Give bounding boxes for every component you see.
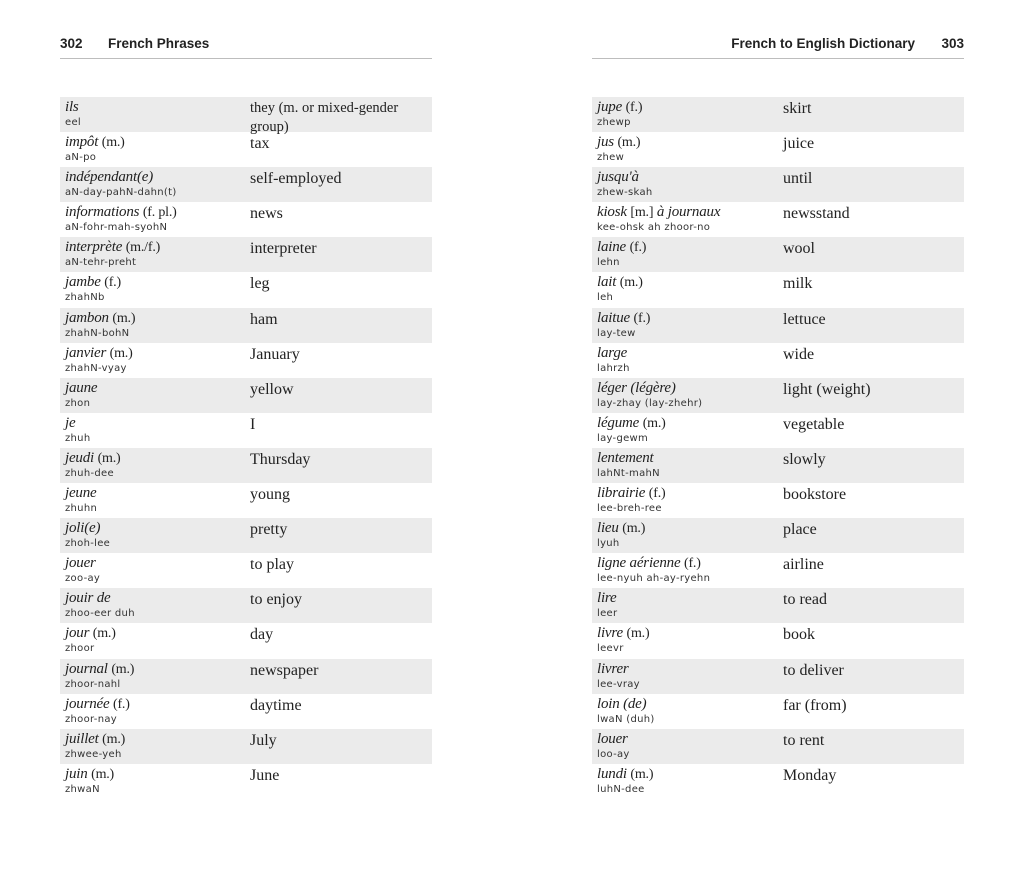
dictionary-entry (60, 413, 432, 448)
dictionary-entry (60, 448, 432, 483)
french-headword (65, 450, 120, 467)
dictionary-entry (592, 448, 964, 483)
english-translation: vegetable (783, 415, 845, 433)
headword-text: librairie (597, 485, 646, 502)
french-headword (597, 239, 646, 256)
headword-text: livre (597, 625, 623, 642)
french-headword (597, 661, 629, 678)
english-translation: wide (783, 345, 815, 363)
dictionary-entry (592, 132, 964, 167)
french-headword (65, 731, 125, 748)
pronunciation: zhoo-eer duh (65, 608, 135, 620)
french-headword (597, 450, 654, 467)
headword-text: jouir de (65, 590, 111, 607)
french-headword (65, 134, 125, 151)
dictionary-entry (592, 202, 964, 237)
english-translation: July (250, 731, 277, 749)
headword-text: joli(e) (65, 520, 101, 537)
english-translation: young (250, 486, 290, 504)
english-translation: book (783, 626, 815, 644)
page-number: 303 (941, 36, 964, 51)
headword-text: jambe (65, 274, 101, 291)
french-headword (597, 766, 653, 783)
english-translation: newspaper (250, 661, 319, 679)
french-headword (597, 310, 650, 327)
english-translation: pretty (250, 521, 288, 539)
headword-text: jus (597, 134, 614, 151)
english-translation: interpreter (250, 240, 317, 258)
dictionary-entry (592, 97, 964, 132)
headword-text: laine (597, 239, 626, 256)
entry-list (60, 97, 432, 799)
dictionary-entry (592, 623, 964, 658)
pronunciation: zoo-ay (65, 573, 101, 585)
english-translation: ham (250, 310, 278, 328)
french-headword (65, 239, 160, 256)
headword-text: livrer (597, 660, 629, 677)
french-headword (65, 661, 134, 678)
pronunciation: luhN-dee (597, 783, 645, 795)
headword-text: léger (légère) (597, 379, 676, 396)
pronunciation: aN-day-pahN-dahn(t) (65, 187, 177, 199)
english-translation: self-employed (250, 170, 342, 188)
grammar-label: [m.] (630, 205, 654, 221)
dictionary-entry (592, 553, 964, 588)
headword-text: lait (597, 274, 617, 291)
french-headword (597, 274, 643, 291)
grammar-label: (m.) (111, 661, 135, 677)
headword-text: louer (597, 730, 628, 747)
dictionary-entry (60, 483, 432, 518)
french-headword (65, 696, 130, 713)
dictionary-entry (592, 378, 964, 413)
headword-text: jambon (65, 309, 109, 326)
dictionary-entry (60, 237, 432, 272)
grammar-label: (m.) (109, 345, 133, 361)
entry-list (592, 97, 964, 799)
dictionary-entry (60, 378, 432, 413)
english-translation: skirt (783, 100, 812, 117)
dictionary-entry (592, 483, 964, 518)
english-translation: daytime (250, 696, 302, 714)
pronunciation: leer (597, 608, 618, 620)
french-headword (65, 169, 153, 186)
headword-text: lieu (597, 520, 619, 537)
headword-text: lundi (597, 765, 627, 782)
english-translation: January (250, 345, 300, 363)
headword-text: interprète (65, 239, 123, 256)
pronunciation: leh (597, 292, 614, 304)
french-headword (597, 625, 649, 642)
headword-text: juin (65, 765, 88, 782)
running-header (60, 34, 432, 59)
pronunciation: aN-fohr-mah-syohN (65, 222, 168, 234)
english-translation: yellow (250, 380, 294, 398)
dictionary-entry (592, 729, 964, 764)
grammar-label: (m.) (619, 275, 643, 291)
english-translation: far (from) (783, 696, 847, 714)
english-translation: light (weight) (783, 380, 871, 398)
french-headword (65, 485, 96, 502)
english-translation: until (783, 170, 813, 188)
french-headword (65, 590, 110, 607)
english-translation: tax (250, 135, 270, 153)
english-translation: day (250, 626, 274, 644)
french-headword (65, 625, 116, 642)
headword-text: lire (597, 590, 617, 607)
english-translation: milk (783, 275, 813, 293)
pronunciation: zhahNb (65, 292, 105, 304)
grammar-label: (m.) (102, 731, 126, 747)
grammar-label: (f.) (629, 240, 647, 256)
dictionary-entry (592, 308, 964, 343)
pronunciation: zhoor-nahl (65, 678, 121, 690)
french-headword (597, 380, 676, 397)
pronunciation: zhon (65, 397, 91, 409)
pronunciation: zhoor-nay (65, 713, 117, 725)
grammar-label: (m.) (97, 450, 121, 466)
pronunciation: aN-tehr-preht (65, 257, 137, 269)
dictionary-entry (60, 588, 432, 623)
headword-text: juillet (65, 730, 99, 747)
pronunciation: zhuhn (65, 503, 98, 515)
english-translation: juice (783, 135, 815, 153)
page-number: 302 (60, 36, 83, 51)
english-translation: slowly (783, 450, 826, 468)
english-translation: to read (783, 591, 827, 609)
french-headword (597, 134, 640, 151)
english-translation: to deliver (783, 661, 844, 679)
headword-text: laitue (597, 309, 630, 326)
pronunciation: zhewp (597, 117, 631, 128)
pronunciation: lay-gewm (597, 432, 649, 444)
english-translation: to rent (783, 731, 825, 749)
french-headword (65, 345, 133, 362)
pronunciation: zhahN-vyay (65, 362, 127, 374)
french-headword (597, 590, 616, 607)
grammar-label: (m.) (101, 135, 125, 151)
pronunciation: zhwee-yeh (65, 748, 122, 760)
headword-text: jour (65, 625, 90, 642)
headword-text: loin (de) (597, 695, 647, 712)
english-translation: I (250, 415, 256, 433)
french-headword (597, 520, 645, 537)
dictionary-entry (60, 97, 432, 135)
headword-text: légume (597, 414, 640, 431)
english-translation: they (m. or mixed-gender group) (250, 100, 399, 135)
dictionary-entry (60, 343, 432, 378)
grammar-label: (f.) (104, 275, 121, 291)
pronunciation: lay-zhay (lay-zhehr) (597, 397, 703, 409)
pronunciation: zhoor (65, 643, 95, 655)
dictionary-entry (592, 343, 964, 378)
english-translation: airline (783, 556, 824, 574)
pronunciation: lee-breh-ree (597, 503, 662, 515)
grammar-label: (f. pl.) (142, 205, 177, 221)
headword-text: jusqu'à (597, 169, 639, 186)
grammar-label: (m.) (91, 766, 115, 782)
dictionary-entry (60, 167, 432, 202)
headword-text: ils (65, 99, 79, 115)
running-header (592, 34, 964, 59)
pronunciation: lehn (597, 257, 620, 269)
french-headword (597, 99, 642, 116)
pronunciation: zhoh-lee (65, 538, 111, 550)
pronunciation: leevr (597, 643, 624, 655)
french-headword (597, 731, 628, 748)
dictionary-entry (592, 518, 964, 553)
headword-text: à journaux (656, 204, 721, 221)
grammar-label: (f.) (112, 696, 130, 712)
french-headword (597, 696, 646, 713)
headword-text: indépendant(e) (65, 169, 153, 186)
headword-text: ligne aérienne (597, 555, 681, 572)
english-translation: lettuce (783, 310, 826, 328)
dictionary-entry (60, 553, 432, 588)
grammar-label: (m.) (622, 521, 646, 537)
pronunciation: zhuh-dee (65, 467, 114, 479)
english-translation: bookstore (783, 486, 847, 504)
pronunciation: loo-ay (597, 748, 630, 760)
dictionary-entry (60, 308, 432, 343)
headword-text: impôt (65, 134, 99, 151)
english-translation: news (250, 205, 283, 223)
english-translation: leg (250, 275, 270, 293)
english-translation: Thursday (250, 450, 311, 468)
pronunciation: zhahN-bohN (65, 327, 130, 339)
pronunciation: eel (65, 117, 81, 128)
french-headword (597, 415, 666, 432)
english-translation: Monday (783, 766, 837, 784)
english-translation: to enjoy (250, 591, 302, 609)
pronunciation: lyuh (597, 538, 620, 550)
dictionary-entry (60, 518, 432, 553)
french-headword (597, 345, 627, 362)
french-headword (65, 520, 100, 537)
pronunciation: lwaN (duh) (597, 713, 655, 725)
french-headword (65, 415, 75, 432)
grammar-label: (f.) (633, 310, 651, 326)
french-headword (597, 555, 701, 572)
dictionary-entry (60, 272, 432, 307)
pronunciation: zhew-skah (597, 187, 653, 199)
dictionary-entry (592, 413, 964, 448)
headword-text: lentement (597, 449, 654, 466)
headword-text: journal (65, 660, 108, 677)
headword-text: jaune (65, 379, 98, 396)
running-title: French Phrases (108, 36, 210, 51)
grammar-label: (f.) (648, 486, 666, 502)
grammar-label: (m.) (630, 766, 654, 782)
pronunciation: kee-ohsk ah zhoor-no (597, 222, 711, 234)
french-headword (65, 99, 79, 116)
grammar-label: (m.) (617, 135, 641, 151)
grammar-label: (m.) (642, 415, 666, 431)
pronunciation: lay-tew (597, 327, 636, 339)
french-headword (597, 485, 665, 502)
headword-text: jupe (597, 99, 623, 115)
headword-text: je (65, 414, 76, 431)
dictionary-entry (592, 588, 964, 623)
pronunciation: lahrzh (597, 362, 630, 374)
pronunciation: zhwaN (65, 783, 100, 795)
grammar-label: (m./f.) (125, 240, 161, 256)
dictionary-entry (592, 694, 964, 729)
headword-text: kiosk (597, 204, 627, 221)
headword-text: jouer (65, 555, 96, 572)
headword-text: journée (65, 695, 110, 712)
dictionary-entry (592, 764, 964, 799)
english-translation: to play (250, 556, 294, 574)
french-headword (65, 274, 121, 291)
pronunciation: lahNt-mahN (597, 467, 660, 479)
pronunciation: lee-vray (597, 678, 640, 690)
dictionary-entry (60, 132, 432, 167)
pronunciation: lee-nyuh ah-ay-ryehn (597, 573, 711, 585)
french-headword (597, 204, 720, 221)
pronunciation: aN-po (65, 152, 97, 164)
running-title: French to English Dictionary (731, 36, 915, 51)
dictionary-entry (592, 237, 964, 272)
dictionary-entry (60, 729, 432, 764)
dictionary-entry (60, 623, 432, 658)
french-headword (65, 204, 177, 221)
english-translation: newsstand (783, 205, 850, 223)
pronunciation: zhuh (65, 432, 91, 444)
headword-text: large (597, 344, 628, 361)
headword-text: jeudi (65, 449, 94, 466)
dictionary-entry (60, 764, 432, 799)
grammar-label: (m.) (112, 310, 136, 326)
dictionary-entry (592, 167, 964, 202)
grammar-label: (f.) (683, 556, 701, 572)
french-headword (65, 555, 96, 572)
grammar-label: (m.) (626, 626, 650, 642)
headword-text: jeune (65, 485, 97, 502)
dictionary-entry (592, 272, 964, 307)
dictionary-entry (60, 659, 432, 694)
grammar-label: (f.) (625, 100, 643, 115)
headword-text: informations (65, 204, 140, 221)
french-headword (65, 380, 97, 397)
french-headword (597, 169, 639, 186)
english-translation: June (250, 766, 280, 784)
dictionary-entry (592, 659, 964, 694)
headword-text: janvier (65, 344, 107, 361)
english-translation: place (783, 521, 817, 539)
english-translation: wool (783, 240, 815, 258)
pronunciation: zhew (597, 152, 625, 164)
dictionary-entry (60, 202, 432, 237)
dictionary-entry (60, 694, 432, 729)
french-headword (65, 766, 114, 783)
french-headword (65, 310, 135, 327)
grammar-label: (m.) (92, 626, 116, 642)
